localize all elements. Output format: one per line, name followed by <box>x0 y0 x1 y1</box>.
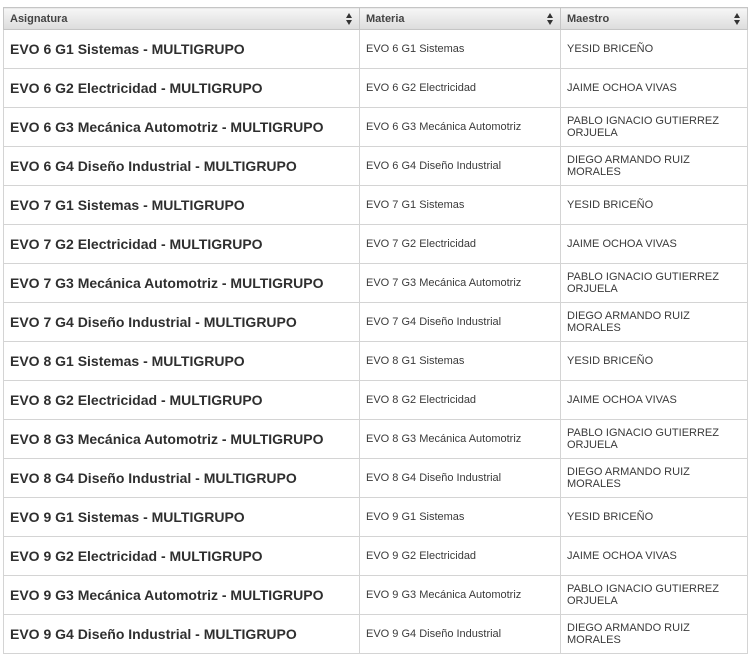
sort-icon[interactable] <box>547 13 554 25</box>
asignatura-cell: EVO 9 G3 Mecánica Automotriz - MULTIGRUPO <box>4 576 360 615</box>
maestro-cell: PABLO IGNACIO GUTIERREZ ORJUELA <box>561 264 748 303</box>
maestro-cell: DIEGO ARMANDO RUIZ MORALES <box>561 303 748 342</box>
asignatura-cell: EVO 7 G1 Sistemas - MULTIGRUPO <box>4 186 360 225</box>
materia-cell: EVO 7 G4 Diseño Industrial <box>360 303 561 342</box>
maestro-cell: PABLO IGNACIO GUTIERREZ ORJUELA <box>561 420 748 459</box>
column-header-asignatura[interactable] <box>4 8 360 30</box>
asignatura-cell: EVO 8 G1 Sistemas - MULTIGRUPO <box>4 342 360 381</box>
materia-cell: EVO 6 G2 Electricidad <box>360 69 561 108</box>
asignatura-cell: EVO 9 G1 Sistemas - MULTIGRUPO <box>4 498 360 537</box>
maestro-cell: JAIME OCHOA VIVAS <box>561 225 748 264</box>
materia-cell: EVO 9 G2 Electricidad <box>360 537 561 576</box>
asignatura-cell: EVO 8 G2 Electricidad - MULTIGRUPO <box>4 381 360 420</box>
column-header-label: Materia <box>366 12 405 25</box>
asignatura-cell: EVO 8 G4 Diseño Industrial - MULTIGRUPO <box>4 459 360 498</box>
table-row[interactable] <box>4 147 748 186</box>
table-row[interactable] <box>4 69 748 108</box>
materia-cell: EVO 8 G4 Diseño Industrial <box>360 459 561 498</box>
subjects-grid <box>3 7 747 654</box>
asignatura-cell: EVO 6 G4 Diseño Industrial - MULTIGRUPO <box>4 147 360 186</box>
sort-icon[interactable] <box>346 13 353 25</box>
materia-cell: EVO 6 G1 Sistemas <box>360 30 561 69</box>
materia-cell: EVO 9 G4 Diseño Industrial <box>360 615 561 654</box>
materia-cell: EVO 8 G3 Mecánica Automotriz <box>360 420 561 459</box>
column-header-materia[interactable] <box>360 8 561 30</box>
maestro-cell: JAIME OCHOA VIVAS <box>561 537 748 576</box>
materia-cell: EVO 6 G3 Mecánica Automotriz <box>360 108 561 147</box>
asignatura-cell: EVO 8 G3 Mecánica Automotriz - MULTIGRUPO <box>4 420 360 459</box>
maestro-cell: DIEGO ARMANDO RUIZ MORALES <box>561 615 748 654</box>
maestro-cell: PABLO IGNACIO GUTIERREZ ORJUELA <box>561 576 748 615</box>
table-row[interactable] <box>4 264 748 303</box>
table-row[interactable] <box>4 225 748 264</box>
materia-cell: EVO 9 G3 Mecánica Automotriz <box>360 576 561 615</box>
asignatura-cell: EVO 6 G3 Mecánica Automotriz - MULTIGRUPO <box>4 108 360 147</box>
table-row[interactable] <box>4 303 748 342</box>
asignatura-cell: EVO 7 G3 Mecánica Automotriz - MULTIGRUPO <box>4 264 360 303</box>
asignatura-cell: EVO 7 G4 Diseño Industrial - MULTIGRUPO <box>4 303 360 342</box>
table-row[interactable] <box>4 576 748 615</box>
maestro-cell: JAIME OCHOA VIVAS <box>561 381 748 420</box>
header-row <box>4 8 748 30</box>
maestro-cell: DIEGO ARMANDO RUIZ MORALES <box>561 459 748 498</box>
table-header <box>4 8 748 30</box>
materia-cell: EVO 8 G2 Electricidad <box>360 381 561 420</box>
materia-cell: EVO 7 G2 Electricidad <box>360 225 561 264</box>
table-row[interactable] <box>4 342 748 381</box>
maestro-cell: DIEGO ARMANDO RUIZ MORALES <box>561 147 748 186</box>
materia-cell: EVO 8 G1 Sistemas <box>360 342 561 381</box>
materia-cell: EVO 7 G3 Mecánica Automotriz <box>360 264 561 303</box>
column-header-label: Asignatura <box>10 12 68 25</box>
table-row[interactable] <box>4 498 748 537</box>
table-row[interactable] <box>4 108 748 147</box>
maestro-cell: JAIME OCHOA VIVAS <box>561 69 748 108</box>
column-header-maestro[interactable] <box>561 8 748 30</box>
asignatura-cell: EVO 9 G2 Electricidad - MULTIGRUPO <box>4 537 360 576</box>
table-row[interactable] <box>4 30 748 69</box>
materia-cell: EVO 7 G1 Sistemas <box>360 186 561 225</box>
table-row[interactable] <box>4 186 748 225</box>
column-header-label: Maestro <box>567 12 610 25</box>
asignatura-cell: EVO 9 G4 Diseño Industrial - MULTIGRUPO <box>4 615 360 654</box>
table-row[interactable] <box>4 615 748 654</box>
table-row[interactable] <box>4 537 748 576</box>
asignatura-cell: EVO 7 G2 Electricidad - MULTIGRUPO <box>4 225 360 264</box>
materia-cell: EVO 6 G4 Diseño Industrial <box>360 147 561 186</box>
maestro-cell: PABLO IGNACIO GUTIERREZ ORJUELA <box>561 108 748 147</box>
asignatura-cell: EVO 6 G2 Electricidad - MULTIGRUPO <box>4 69 360 108</box>
maestro-cell: YESID BRICEÑO <box>561 186 748 225</box>
asignatura-cell: EVO 6 G1 Sistemas - MULTIGRUPO <box>4 30 360 69</box>
sort-icon[interactable] <box>734 13 741 25</box>
maestro-cell: YESID BRICEÑO <box>561 342 748 381</box>
maestro-cell: YESID BRICEÑO <box>561 498 748 537</box>
maestro-cell: YESID BRICEÑO <box>561 30 748 69</box>
table-row[interactable] <box>4 459 748 498</box>
table-row[interactable] <box>4 420 748 459</box>
subjects-table <box>3 7 748 654</box>
table-body <box>4 30 748 654</box>
table-row[interactable] <box>4 381 748 420</box>
materia-cell: EVO 9 G1 Sistemas <box>360 498 561 537</box>
